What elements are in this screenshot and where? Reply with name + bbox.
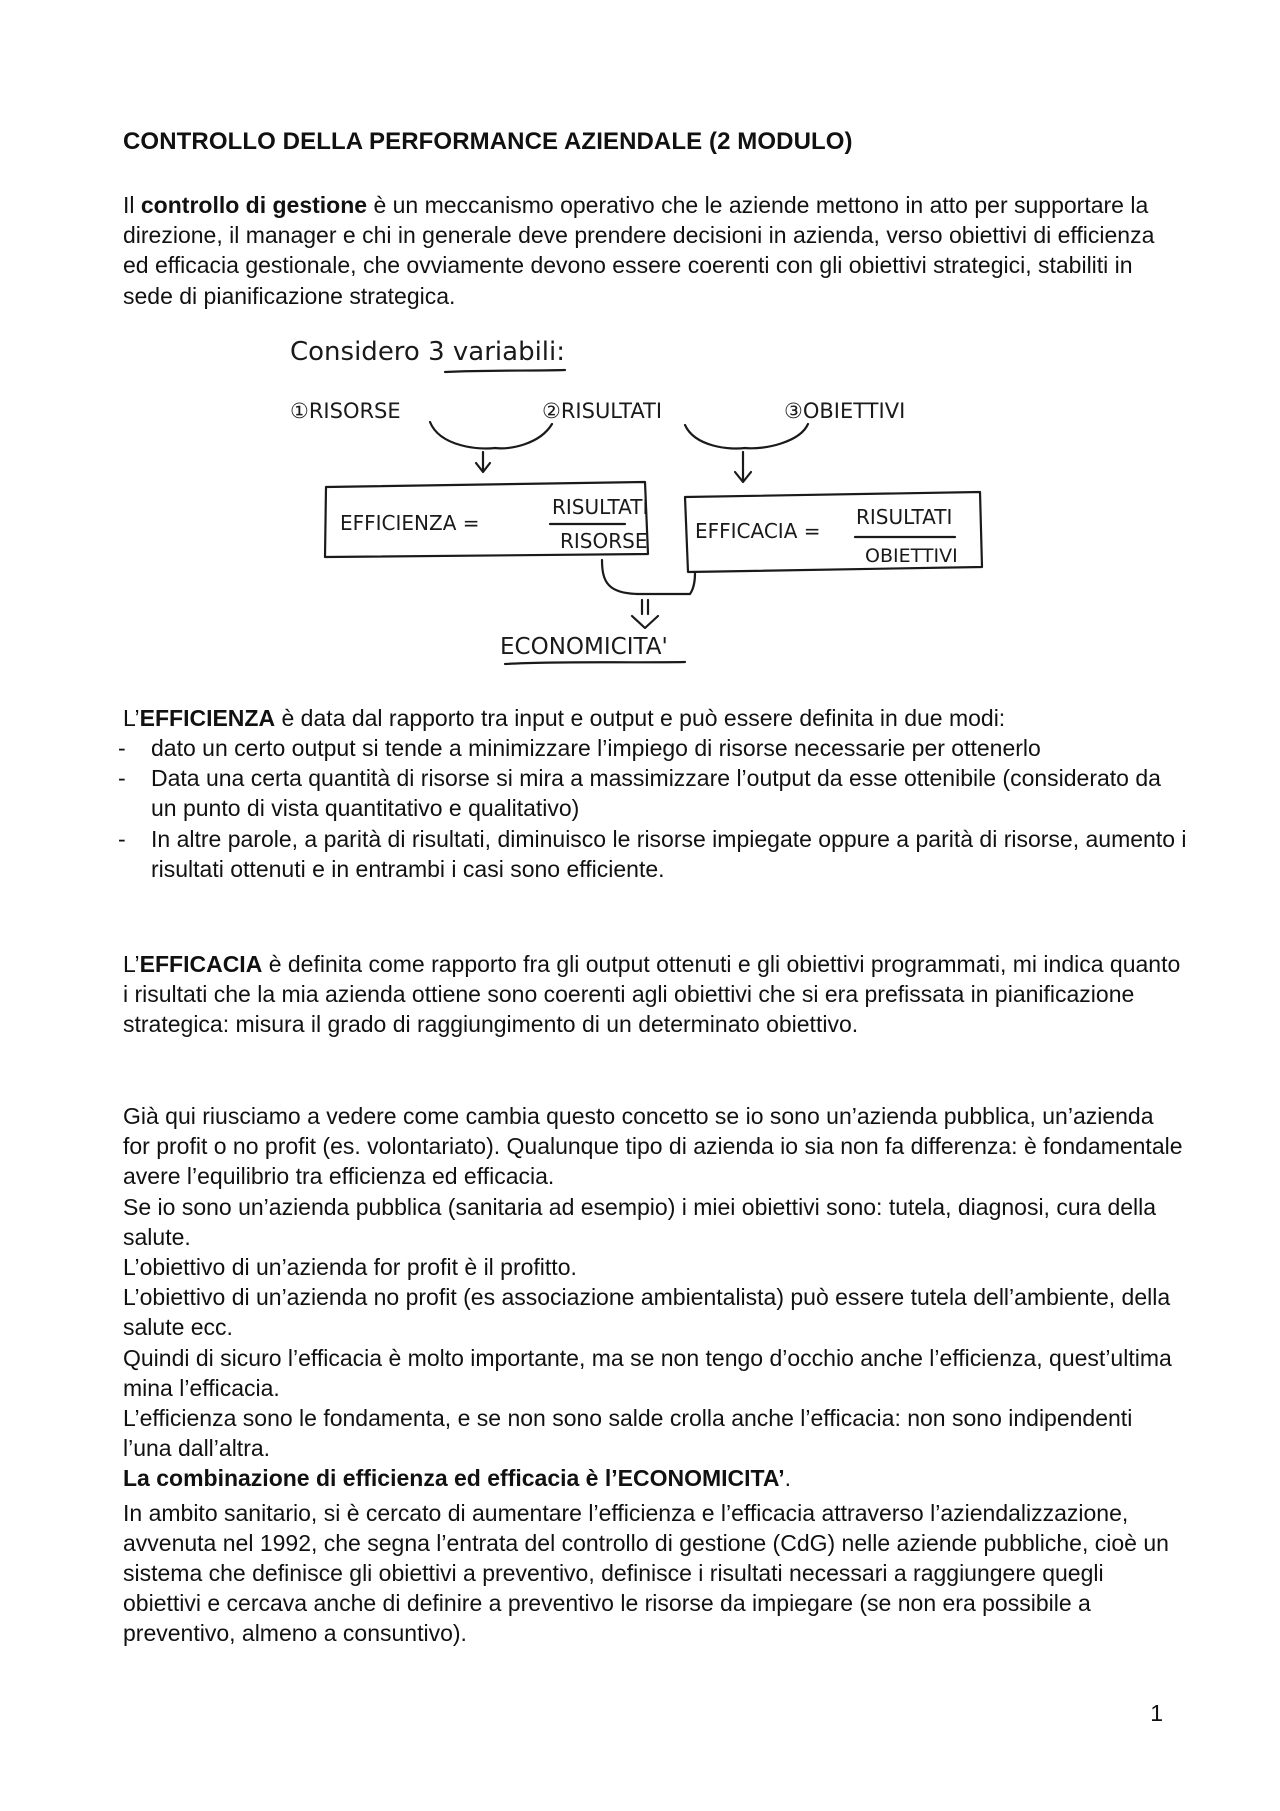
efficienza-bold: EFFICIENZA bbox=[139, 705, 276, 731]
dash-marker: - bbox=[118, 735, 126, 761]
economicita-suffix: . bbox=[784, 1465, 791, 1492]
sketch-var-3: ③OBIETTIVI bbox=[784, 399, 906, 423]
efficienza-numerator: RISULTATI bbox=[552, 495, 649, 519]
list-item bbox=[118, 763, 1188, 823]
body-paragraph: Se io sono un’azienda pubblica (sanitaria ad esempio) i miei obiettivi sono: tutela, diagnosi, cura della salute. bbox=[123, 1193, 1157, 1250]
efficienza-formula-label: EFFICIENZA = bbox=[340, 511, 480, 535]
economicita-bold: La combinazione di efficienza ed efficacia è l’ECONOMICITA’ bbox=[123, 1465, 785, 1492]
efficienza-denominator: RISORSE bbox=[560, 529, 648, 553]
intro-bold: controllo di gestione bbox=[140, 192, 368, 218]
dash-marker: - bbox=[118, 765, 126, 792]
sanitario-paragraph: In ambito sanitario, si è cercato di aumentare l’efficienza e l’efficacia attraverso l’aziendalizzazione, avvenuta nel 1992, che segna l’entrata del controllo di gestione (CdG) nelle aziende pubbliche, cioè un sistema che definisce gli obiettivi a preventivo, definisce i risultati necessari a raggiungere quegli obiettivi e cercava anche di definire a preventivo le risorse da impiegare (se non era possibile a preventivo, almeno a consuntivo). bbox=[123, 1499, 1169, 1647]
document-title: CONTROLLO DELLA PERFORMANCE AZIENDALE (2 MODULO) bbox=[123, 128, 853, 155]
list-item bbox=[118, 824, 1188, 884]
body-paragraph: Già qui riusciamo a vedere come cambia questo concetto se io sono un’azienda pubblica, un’azienda for profit o no profit (es. volontariato). Qualunque tipo di azienda io sia non fa differenza: è fondamentale avere l’equilibrio tra efficienza ed efficacia. bbox=[123, 1103, 1183, 1190]
bullet-text: Data una certa quantità di risorse si mira a massimizzare l’output da esse ottenibile (considerato da un punto di vista quantitativo e qualitativo) bbox=[151, 765, 1161, 822]
connector-bracket bbox=[602, 560, 695, 594]
economicita-statement bbox=[123, 1463, 1183, 1493]
bullet-text: dato un certo output si tende a minimizzare l’impiego di risorse necessarie per ottenerlo bbox=[151, 735, 1041, 761]
dash-marker: - bbox=[118, 825, 126, 852]
efficacia-prefix: L’ bbox=[123, 951, 140, 977]
body-paragraph: L’efficienza sono le fondamenta, e se non sono salde crolla anche l’efficacia: non sono indipendenti l’una dall’altra. bbox=[123, 1405, 1133, 1462]
efficienza-prefix: L’ bbox=[123, 705, 140, 731]
sketch-var-1: ①RISORSE bbox=[290, 399, 401, 423]
efficacia-bold: EFFICACIA bbox=[139, 951, 263, 977]
result-underline bbox=[505, 662, 685, 664]
double-arrow-head bbox=[632, 616, 658, 628]
list-item bbox=[118, 733, 1188, 763]
efficacia-denominator: OBIETTIVI bbox=[865, 545, 958, 567]
sketch-heading: Considero 3 variabili: bbox=[290, 337, 566, 367]
efficacia-formula-label: EFFICACIA = bbox=[695, 519, 821, 543]
efficienza-intro bbox=[123, 703, 1183, 733]
intro-prefix: Il bbox=[123, 192, 141, 218]
intro-paragraph bbox=[123, 190, 1183, 311]
body-paragraph: Quindi di sicuro l’efficacia è molto importante, ma se non tengo d’occhio anche l’efficienza, quest’ultima mina l’efficacia. bbox=[123, 1344, 1172, 1401]
bracket-right bbox=[685, 424, 808, 449]
body-paragraph: L’obiettivo di un’azienda for profit è il profitto. bbox=[123, 1254, 577, 1281]
handwritten-diagram bbox=[290, 332, 990, 682]
sketch-result: ECONOMICITA' bbox=[500, 634, 668, 660]
arrow-left bbox=[476, 452, 490, 472]
bracket-left bbox=[430, 422, 552, 449]
double-arrow-shaft bbox=[642, 600, 648, 614]
sketch-var-2: ②RISULTATI bbox=[542, 399, 663, 423]
page-number: 1 bbox=[1150, 1700, 1163, 1726]
efficienza-bullets bbox=[118, 733, 1188, 884]
efficacia-paragraph bbox=[123, 949, 1183, 1040]
arrow-right bbox=[735, 452, 751, 482]
bullet-text: In altre parole, a parità di risultati, diminuisco le risorse impiegate oppure a parità di risorse, aumento i risultati ottenuti e in entrambi i casi sono efficiente. bbox=[151, 825, 1187, 882]
efficacia-text: è definita come rapporto fra gli output ottenuti e gli obiettivi programmati, mi indica quanto i risultati che la mia azienda ottiene sono coerenti agli obiettivi che si era prefissata in pianificazione strategica: misura il grado di raggiungimento di un determinato obiettivo. bbox=[123, 951, 1181, 1038]
efficienza-text: è data dal rapporto tra input e output e può essere definita in due modi: bbox=[275, 705, 1006, 731]
body-block bbox=[123, 1101, 1183, 1649]
heading-underline bbox=[445, 370, 565, 372]
efficacia-numerator: RISULTATI bbox=[856, 505, 953, 529]
intro-text: è un meccanismo operativo che le aziende mettono in atto per supportare la direzione, il manager e chi in generale deve prendere decisioni in azienda, verso obiettivi di efficienza ed efficacia gestionale, che ovviamente devono essere coerenti con gli obiettivi strategici, stabiliti in sede di pianificazione strategica. bbox=[123, 192, 1155, 309]
body-paragraph: L’obiettivo di un’azienda no profit (es associazione ambientalista) può essere tutela dell’ambiente, della salute ecc. bbox=[123, 1284, 1171, 1341]
